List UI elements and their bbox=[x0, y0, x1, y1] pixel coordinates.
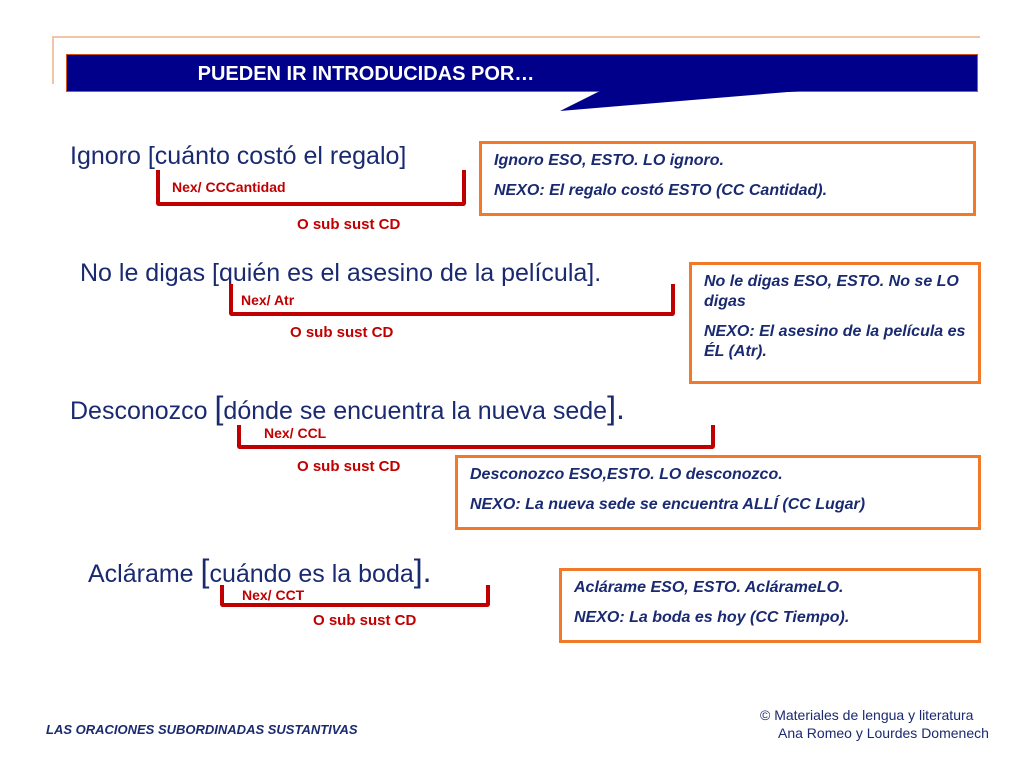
sentence-lead: Ignoro bbox=[70, 142, 148, 170]
sentence-end: . bbox=[422, 553, 432, 589]
bracket-open: [ bbox=[212, 259, 219, 287]
decorative-vertical-line bbox=[52, 36, 54, 84]
bracket-close: ] bbox=[587, 259, 595, 287]
footer-topic: LAS ORACIONES SUBORDINADAS SUSTANTIVAS bbox=[46, 722, 358, 737]
footer-credits-line: © Materiales de lengua y literatura bbox=[760, 707, 974, 723]
subordinate-clause: cuándo es la boda bbox=[209, 560, 414, 588]
footer-credits-line: Ana Romeo y Lourdes Domenech bbox=[778, 725, 989, 741]
explanation-line: Aclárame ESO, ESTO. AclárameLO. bbox=[574, 579, 844, 596]
explanation-box-3 bbox=[455, 455, 981, 530]
function-label-3: O sub sust CD bbox=[297, 458, 401, 475]
bracket-open: [ bbox=[214, 390, 224, 426]
bracket-close: ] bbox=[607, 390, 616, 426]
sentence-lead: Aclárame bbox=[88, 560, 201, 588]
explanation-line: NEXO: La nueva sede se encuentra ALLÍ (CC Lugar) bbox=[470, 496, 866, 513]
explanation-line: NEXO: La boda es hoy (CC Tiempo). bbox=[574, 609, 850, 626]
bracket-close: ] bbox=[399, 142, 407, 170]
nexo-label-2: Nex/ Atr bbox=[241, 292, 295, 308]
nexo-label-1: Nex/ CCCantidad bbox=[172, 179, 286, 195]
footer-credits bbox=[760, 706, 989, 742]
clause-bracket-2 bbox=[229, 284, 675, 316]
bracket-open: [ bbox=[200, 553, 210, 589]
sentence-lead: Desconozco bbox=[70, 397, 215, 425]
explanation-line: NEXO: El regalo costó ESTO (CC Cantidad). bbox=[494, 182, 828, 199]
title-banner-tail bbox=[560, 91, 800, 111]
explanation-line: No le digas ESO, ESTO. No se LO digas bbox=[704, 273, 959, 310]
explanation-line: NEXO: El asesino de la película es ÉL (Atr). bbox=[704, 323, 966, 360]
sentence-end: . bbox=[615, 390, 625, 426]
nexo-label-3: Nex/ CCL bbox=[264, 425, 327, 441]
explanation-line: Ignoro ESO, ESTO. LO ignoro. bbox=[494, 152, 724, 169]
decorative-horizontal-line bbox=[52, 36, 980, 38]
sentence-lead: No le digas bbox=[80, 259, 213, 287]
function-label-2: O sub sust CD bbox=[290, 324, 394, 341]
subordinate-clause: quién es el asesino de la película bbox=[218, 259, 588, 287]
example-sentence-1 bbox=[70, 142, 406, 171]
nexo-label-4: Nex/ CCT bbox=[242, 587, 305, 603]
function-label-4: O sub sust CD bbox=[313, 612, 417, 629]
subordinate-clause: dónde se encuentra la nueva sede bbox=[223, 397, 608, 425]
explanation-box-2 bbox=[689, 262, 981, 384]
bracket-open: [ bbox=[147, 142, 155, 170]
explanation-box-4 bbox=[559, 568, 981, 643]
function-label-1: O sub sust CD bbox=[297, 216, 401, 233]
example-sentence-3 bbox=[70, 390, 625, 427]
bracket-close: ] bbox=[413, 553, 423, 589]
sentence-end: . bbox=[594, 259, 602, 287]
explanation-line: Desconozco ESO,ESTO. LO desconozco. bbox=[470, 466, 783, 483]
subordinate-clause: cuánto costó el regalo bbox=[154, 142, 400, 170]
explanation-box-1 bbox=[479, 141, 976, 216]
page-title: PUEDEN IR INTRODUCIDAS POR… bbox=[197, 63, 535, 85]
